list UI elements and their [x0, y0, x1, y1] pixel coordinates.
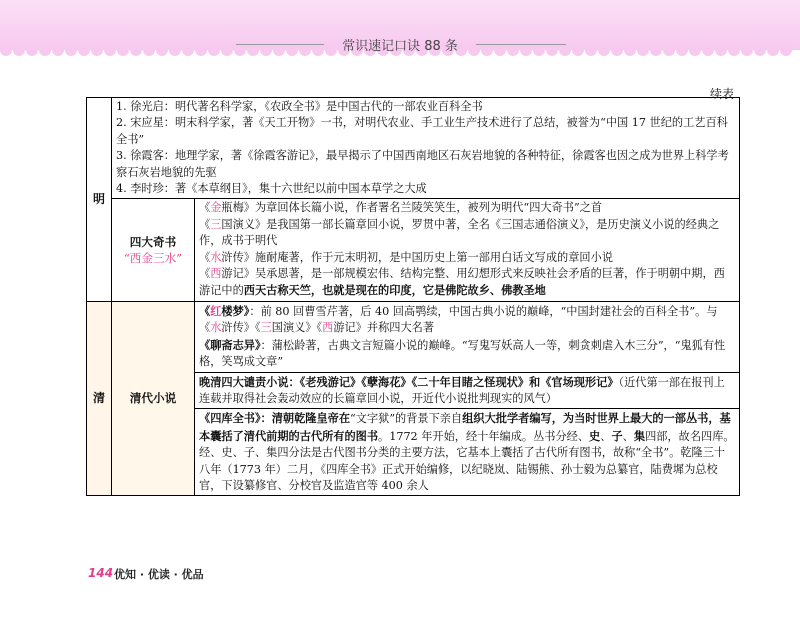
list-item: 《金瓶梅》为章回体长篇小说，作者署名兰陵笑笑生，被列为明代“四大奇书”之首 [199, 201, 603, 215]
list-item: 《四库全书》：清朝乾隆皇帝在“文字狱”的背景下亲自组织大批学者编写，为当时世界上最大的一部丛书，基本囊括了清代前期的古代所有的图书。1772 年开始，经十年编成。丛书分经、史、子、集四部，故名四库。经、史、子、集四分法是古代图书分类的主要方法，它基本上囊括了古代所有图书，故称“全书”。乾隆三十八年（1773 年）二月，《四库全书》正式开始编修，以纪晓岚、陆锡熊、孙士毅为总纂官，陆费墀为总校官，下设纂修官、分校官及监造官等 400 余人 [199, 411, 735, 492]
qianze-cell [195, 372, 740, 409]
list-item: 《三国演义》是我国第一部长篇章回小说，罗贯中著，全名《三国志通俗演义》，是历史演义小说的经典之作，成书于明代 [199, 217, 720, 248]
table-row [87, 98, 740, 199]
list-item: 《聊斋志异》：蒲松龄著，古典文言短篇小说的巅峰。“写鬼写妖高人一等，刺贪刺虐入木三分”，“鬼狐有性格，笑骂成文章” [199, 337, 726, 369]
hongloumeng-cell [195, 301, 740, 372]
category-label: 四大奇书 [129, 234, 177, 249]
ming-scientists-cell [112, 98, 740, 199]
four-novels-cell [195, 199, 740, 301]
list-item: 1. 徐光启：明代著名科学家，《农政全书》是中国古代的一部农业百科全书 [116, 100, 483, 113]
knowledge-table [86, 97, 740, 496]
list-item: 《水浒传》施耐庵著，作于元末明初，是中国历史上第一部用白话文写成的章回小说 [199, 250, 613, 264]
table-row [87, 199, 740, 301]
table-row [87, 301, 740, 372]
continued-label: 续表 [710, 87, 735, 101]
header-title: 常识速记口诀 88 条 [342, 39, 458, 54]
list-item: 3. 徐霞客：地理学家，著《徐霞客游记》，最早揭示了中国西南地区石灰岩地貌的各种特征，徐霞客也因之成为世界上科学考察石灰岩地貌的先驱 [116, 149, 729, 179]
list-item: 晚清四大谴责小说：《老残游记》《孽海花》《二十年目睹之怪现状》和《官场现形记》（近代第一部在报刊上连载并取得社会轰动效应的长篇章回小说，开近代小说批判现实的风气） [199, 374, 725, 405]
list-item: 《红楼梦》：前 80 回曹雪芹著，后 40 回高鹗续，中国古典小说的巅峰，“中国封建社会的百科全书”。与《水浒传》《三国演义》《西游记》并称四大名著 [199, 303, 718, 335]
list-item: 2. 宋应星：明末科学家，著《天工开物》一书，对明代农业、手工业生产技术进行了总结，被誉为“中国 17 世纪的工艺百科全书” [116, 116, 728, 146]
footer-slogan: 优知 · 优读 · 优品 [114, 568, 204, 581]
dynasty-qing: 清 [87, 301, 112, 495]
list-item: 4. 李时珍：著《本草纲目》，集十六世纪以前中国本草学之大成 [116, 182, 427, 196]
category-mnemonic: “西金三水” [123, 251, 183, 266]
page-number: 144 [88, 566, 114, 580]
list-item: 《西游记》吴承恩著，是一部规模宏伟、结构完整、用幻想形式来反映社会矛盾的巨著，作于明朝中期，西游记中的西天古称天竺，也就是现在的印度，它是佛陀故乡、佛教圣地 [199, 267, 725, 298]
category-four-novels [112, 199, 195, 301]
dynasty-ming: 明 [87, 98, 112, 302]
category-qing-novels: 清代小说 [112, 301, 195, 495]
siku-cell [195, 409, 740, 496]
